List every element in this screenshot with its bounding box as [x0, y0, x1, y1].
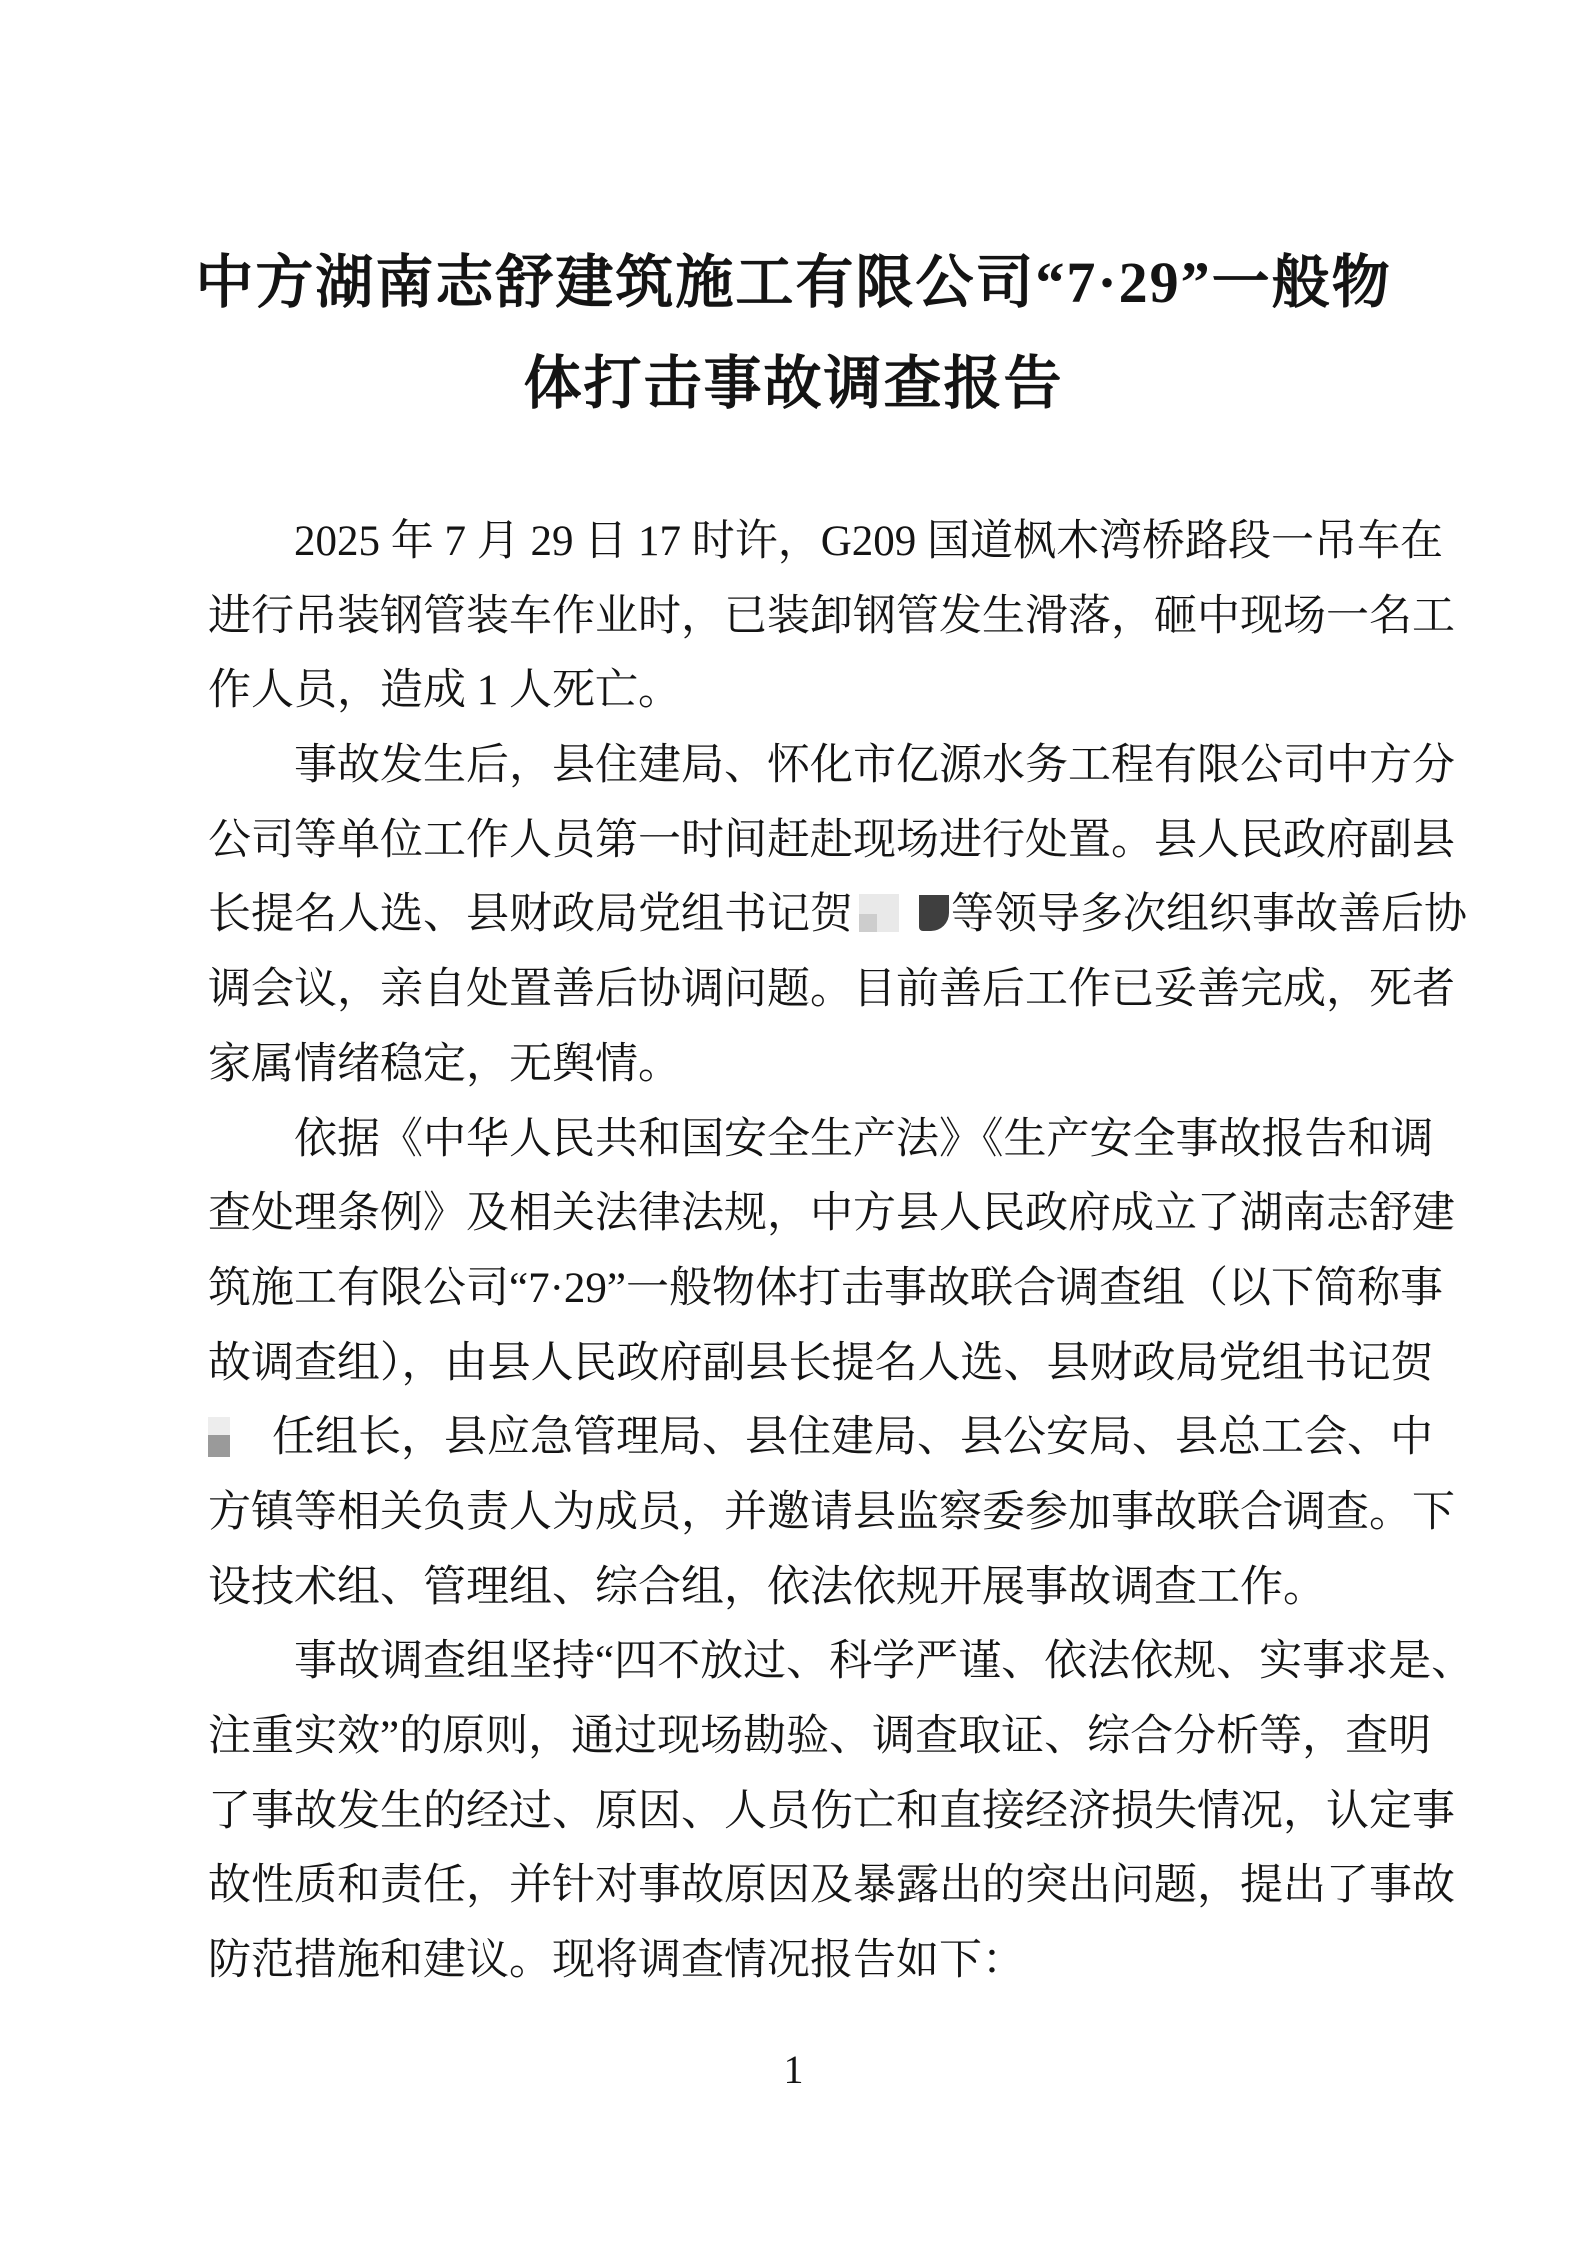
- text-line: [208, 729, 1458, 804]
- text-run: 家属情绪稳定，无舆情。: [208, 1040, 681, 1088]
- text-line: [208, 580, 1458, 655]
- text-run: 进行吊装钢管装车作业时，已装卸钢管发生滑落，砸中现场一名工: [208, 592, 1455, 640]
- title-line-2: 体打击事故调查报告: [523, 351, 1064, 416]
- text-line: [208, 1252, 1458, 1327]
- redaction-mark-corner: [859, 914, 877, 932]
- redaction-mark-dark: [919, 895, 949, 931]
- text-line: [208, 1476, 1458, 1551]
- text-line: [208, 878, 1467, 953]
- text-line: [208, 1551, 1458, 1626]
- text-line: [208, 953, 1458, 1028]
- text-run: 故调查组），由县人民政府副县长提名人选、县财政局党组书记贺: [208, 1339, 1434, 1387]
- text-run: 方镇等相关负责人为成员，并邀请县监察委参加事故联合调查。下: [208, 1488, 1455, 1536]
- text-run: 等领导多次组织事故善后协: [951, 891, 1467, 939]
- redaction-mark-light: [859, 894, 899, 932]
- document-title: [0, 232, 1587, 434]
- text-run: 调会议，亲自处置善后协调问题。目前善后工作已妥善完成，死者: [208, 966, 1455, 1014]
- text-run: 2025 年 7 月 29 日 17 时许，G209 国道枫木湾桥路段一吊车在: [294, 518, 1444, 565]
- text-run: 长提名人选、县财政局党组书记贺: [208, 891, 853, 939]
- text-line: [208, 1177, 1458, 1252]
- text-line: [208, 1401, 1458, 1476]
- text-run: 查处理条例》及相关法律法规，中方县人民政府成立了湖南志舒建: [208, 1190, 1455, 1238]
- text-run: 设技术组、管理组、综合组，依法依规开展事故调查工作。: [208, 1563, 1326, 1611]
- text-run: 故性质和责任，并针对事故原因及暴露出的突出问题，提出了事故: [208, 1862, 1455, 1910]
- document-body: [208, 505, 1475, 1999]
- text-run: 防范措施和建议。现将调查情况报告如下：: [208, 1937, 1025, 1985]
- text-run: 任组长，县应急管理局、县住建局、县公安局、县总工会、中: [272, 1414, 1433, 1462]
- title-line-1: 中方湖南志舒建筑施工有限公司“7·29”一般物: [195, 250, 1392, 315]
- text-run: 事故调查组坚持“四不放过、科学严谨、依法依规、实事求是、: [294, 1638, 1475, 1686]
- text-line: [208, 1775, 1458, 1850]
- text-run: 公司等单位工作人员第一时间赶赴现场进行处置。县人民政府副县: [208, 816, 1455, 864]
- text-line: [208, 1028, 1458, 1103]
- text-run: 了事故发生的经过、原因、人员伤亡和直接经济损失情况，认定事: [208, 1787, 1455, 1835]
- text-line: [208, 804, 1458, 879]
- text-line: [208, 1849, 1458, 1924]
- text-run: 依据《中华人民共和国安全生产法》《生产安全事故报告和调: [294, 1115, 1434, 1163]
- text-run: 注重实效”的原则，通过现场勘验、调查取证、综合分析等，查明: [208, 1713, 1432, 1760]
- page-number: 1: [783, 2047, 804, 2092]
- text-line: [208, 1700, 1458, 1775]
- text-run: 筑施工有限公司“7·29”一般物体打击事故联合调查组（以下简称事: [208, 1264, 1443, 1312]
- text-line: [208, 1924, 1458, 1999]
- redaction-mark-small: [208, 1417, 230, 1457]
- redaction-gap: [230, 1450, 272, 1451]
- text-line: [208, 1327, 1458, 1402]
- text-run: 事故发生后，县住建局、怀化市亿源水务工程有限公司中方分: [294, 742, 1455, 790]
- text-run: 作人员，造成 1 人死亡。: [208, 667, 681, 715]
- text-line: [208, 654, 1458, 729]
- text-line: [208, 1103, 1458, 1178]
- text-line: [208, 505, 1458, 580]
- text-line: [208, 1625, 1475, 1700]
